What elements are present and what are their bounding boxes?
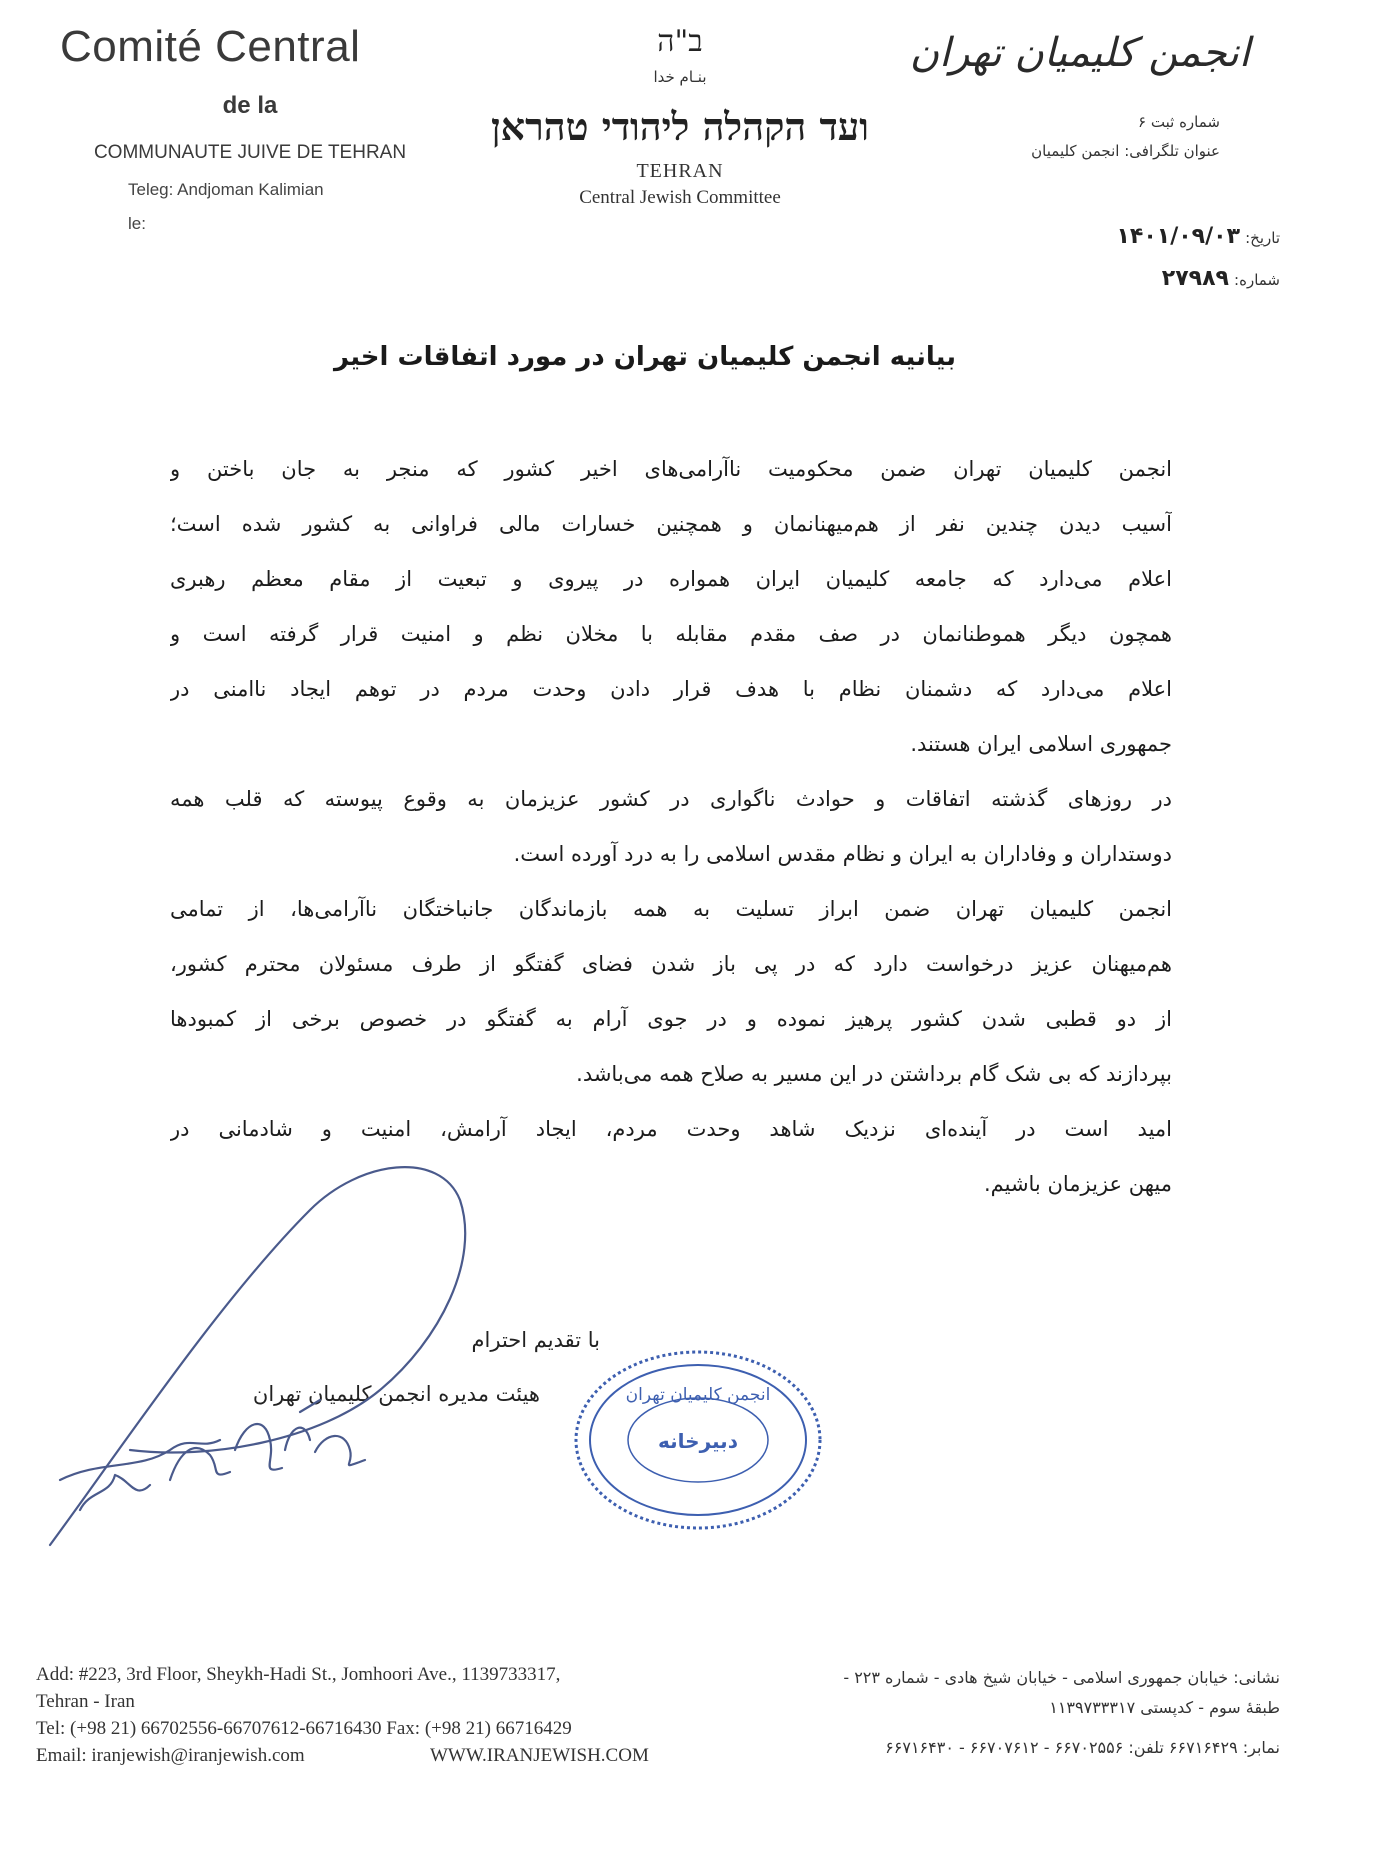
body-line: جمهوری اسلامی ایران هستند.	[910, 732, 1172, 756]
statement-body	[170, 442, 1172, 1212]
date-label: تاریخ:	[1245, 229, 1280, 247]
body-line: آسیب دیدن چندین نفر از هم‌میهنانمان و همچنین خسارات مالی فراوانی به کشور شده است؛	[170, 512, 1172, 536]
number-label: شماره:	[1234, 271, 1280, 289]
organization-stamp	[568, 1340, 828, 1540]
footer-website: WWW.IRANJEWISH.COM	[430, 1745, 649, 1766]
letterhead-persian-registration: شماره ثبت ۶	[1138, 113, 1220, 131]
body-line: امید است در آینده‌ای نزدیک شاهد وحدت مردم، ایجاد آرامش، امنیت و شادمانی در	[170, 1117, 1172, 1141]
letter-number	[1000, 266, 1280, 291]
letterhead-persian-telegraph: عنوان تلگرافی: انجمن کلیمیان	[1031, 142, 1220, 160]
letterhead-persian-logo: انجمن کلیمیان تهران	[909, 30, 1250, 76]
body-line: هم‌میهنان عزیز درخواست دارد که در پی باز شدن فضای گفتگو از طرف مسئولان محترم کشور،	[170, 952, 1172, 976]
letterhead-hebrew-committee: Central Jewish Committee	[579, 187, 781, 208]
body-line: از دو قطبی شدن کشور پرهیز نموده و در جوی آرام به گفتگو در خصوص برخی از کمبودها	[170, 1007, 1172, 1031]
footer-city-en: Tehran - Iran	[36, 1691, 135, 1712]
body-line: همچون دیگر هموطنانمان در صف مقدم مقابله با مخلان نظم و امنیت قرار گرفته است و	[170, 622, 1172, 646]
letterhead-hebrew-city: TEHRAN	[636, 160, 724, 182]
date-value: ۱۴۰۱/۰۹/۰۳	[1116, 224, 1240, 249]
footer-address-en: Add: #223, 3rd Floor, Sheykh-Hadi St., Jomhoori Ave., 1139733317,	[36, 1664, 561, 1685]
handwritten-signature	[20, 1150, 540, 1590]
footer-floor-fa: طبقهٔ سوم - کدپستی ۱۱۳۹۷۳۳۳۱۷	[1049, 1698, 1280, 1717]
letterhead-french-community: COMMUNAUTE JUIVE DE TEHRAN	[93, 142, 407, 163]
body-line: اعلام می‌دارد که دشمنان نظام با هدف قرار دادن وحدت مردم در توهم ایجاد ناامنی در	[170, 677, 1172, 701]
body-line: انجمن کلیمیان تهران ضمن ابراز تسلیت به همه بازماندگان جانباختگان ناآرامی‌ها، از تمامی	[170, 897, 1172, 921]
letterhead-french-de-la: de la	[222, 92, 278, 119]
footer-phone-fa: نمابر: ۶۶۷۱۶۴۲۹ تلفن: ۶۶۷۰۲۵۵۶ - ۶۶۷۰۷۶۱۲ - ۶۶۷۱۶۴۳۰	[885, 1738, 1280, 1757]
body-line: میهن عزیزمان باشیم.	[983, 1172, 1172, 1196]
body-line: بپردازند که بی شک گام برداشتن در این مسیر به صلاح همه می‌باشد.	[576, 1062, 1172, 1086]
body-line: انجمن کلیمیان تهران ضمن محکومیت ناآرامی‌های اخیر کشور که منجر به جان باختن و	[170, 457, 1172, 481]
number-value: ۲۷۹۸۹	[1161, 266, 1229, 291]
stamp-outer-text: انجمن کلیمیان تهران	[625, 1385, 771, 1405]
statement-title: بیانیه انجمن کلیمیان تهران در مورد اتفاقات اخیر	[334, 342, 956, 372]
letterhead-french-title: Comité Central	[60, 22, 361, 71]
body-line: در روزهای گذشته اتفاقات و حوادث ناگواری در کشور عزیزمان به وقوع پیوسته که قلب همه	[170, 787, 1172, 811]
body-line: دوستداران و وفاداران به ایران و نظام مقدس اسلامی را به درد آورده است.	[513, 842, 1172, 866]
letterhead-hebrew-bh: ב"ה	[657, 24, 703, 59]
footer-tel-en: Tel: (+98 21) 66702556-66707612-66716430 Fax: (+98 21) 66716429	[36, 1718, 572, 1739]
closing-regards: با تقدیم احترام	[471, 1328, 600, 1352]
closing-board: هیئت مدیره انجمن کلیمیان تهران	[252, 1382, 540, 1406]
stamp-inner-text: دبیرخانه	[658, 1429, 738, 1453]
letterhead-french-teleg: Teleg: Andjoman Kalimian	[128, 180, 324, 199]
footer-email-en: Email: iranjewish@iranjewish.com	[36, 1745, 305, 1766]
letterhead-bename-khoda: بنـام خدا	[653, 68, 707, 86]
body-line: اعلام می‌دارد که جامعه کلیمیان ایران همواره در پیروی و تبعیت از مقام معظم رهبری	[170, 567, 1172, 591]
footer-address-fa: نشانی: خیابان جمهوری اسلامی - خیابان شیخ هادی - شماره ۲۲۳ -	[843, 1668, 1280, 1687]
letter-date	[1000, 224, 1280, 249]
letterhead-french-le: le:	[128, 214, 146, 233]
letterhead-hebrew-name: ועד הקהלה ליהודי טהראן	[491, 104, 869, 149]
